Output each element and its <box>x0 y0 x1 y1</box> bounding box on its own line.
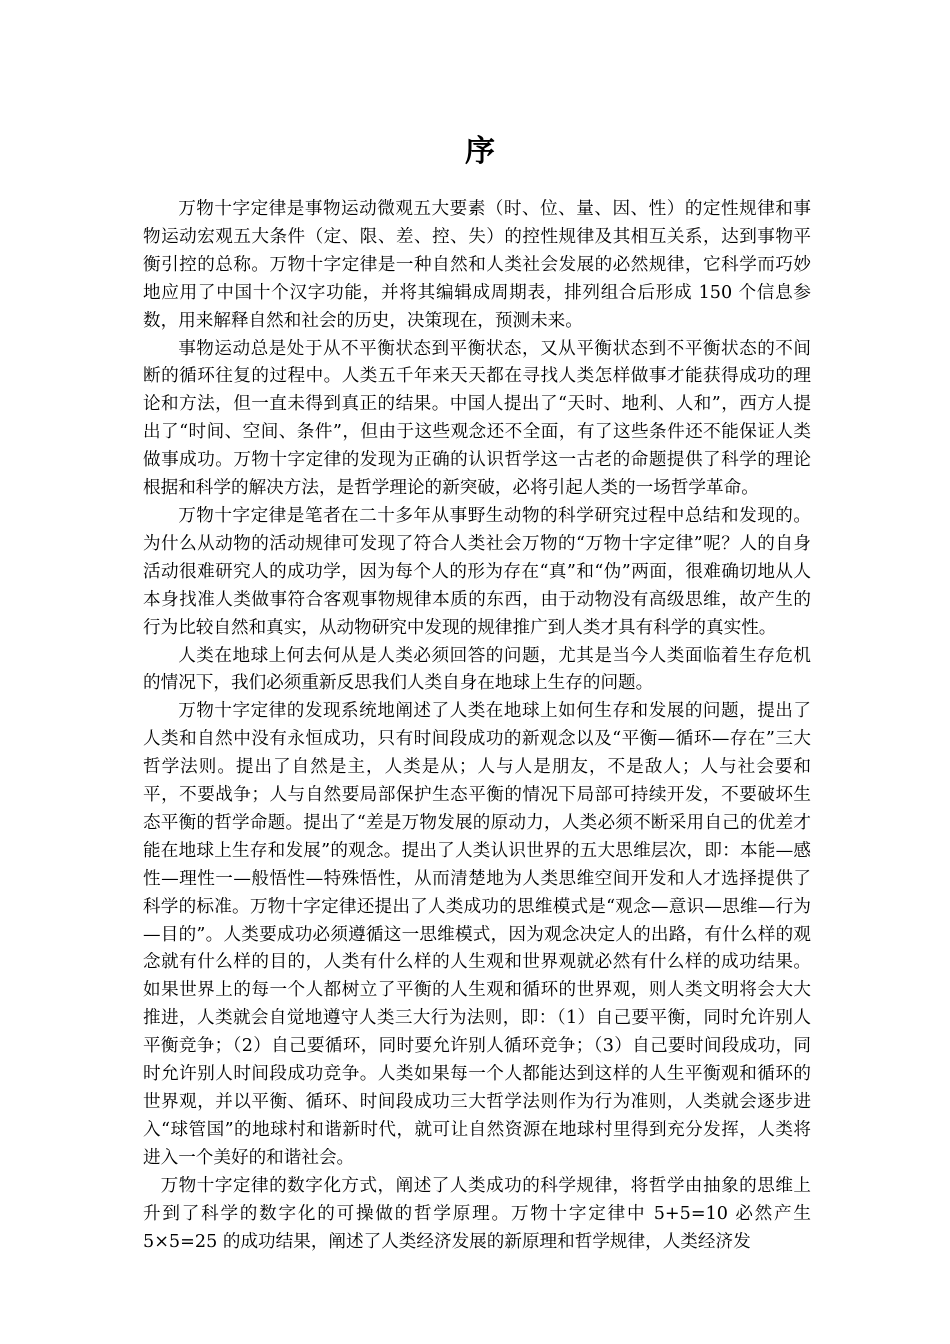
paragraph-1: 万物十字定律是事物运动微观五大要素（时、位、量、因、性）的定性规律和事物运动宏观五大条件（定、限、差、控、失）的控性规律及其相互关系，达到事物平衡引控的总称。万物十字定律是一种自然和人类社会发展的必然规律，它科学而巧妙地应用了中国十个汉字功能，并将其编辑成周期表，排列组合后形成 150 个信息参数，用来解释自然和社会的历史，决策现在，预测未来。 <box>143 199 811 331</box>
paragraph-6: 万物十字定律的数字化方式，阐述了人类成功的科学规律，将哲学由抽象的思维上升到了科学的数字化的可操做的哲学原理。万物十字定律中 5+5=10 必然产生 5×5=25 的成功结果，阐述了人类经济发展的新原理和哲学规律，人类经济发 <box>143 1175 811 1252</box>
page-title: 序 <box>465 134 495 169</box>
paragraph-4: 人类在地球上何去何从是人类必须回答的问题，尤其是当今人类面临着生存危机的情况下，我们必须重新反思我们人类自身在地球上生存的问题。 <box>143 645 811 694</box>
document-body <box>143 196 811 1256</box>
paragraph-2: 事物运动总是处于从不平衡状态到平衡状态，又从平衡状态到不平衡状态的不间断的循环往复的过程中。人类五千年来天天都在寻找人类怎样做事才能获得成功的理论和方法，但一直未得到真正的结果。中国人提出了“天时、地利、人和”，西方人提出了“时间、空间、条件”，但由于这些观念还不全面，有了这些条件还不能保证人类做事成功。万物十字定律的发现为正确的认识哲学这一古老的命题提供了科学的理论根据和科学的解决方法，是哲学理论的新突破，必将引起人类的一场哲学革命。 <box>143 338 811 499</box>
paragraph-3: 万物十字定律是笔者在二十多年从事野生动物的科学研究过程中总结和发现的。为什么从动物的活动规律可发现了符合人类社会万物的“万物十字定律”呢？人的自身活动很难研究人的成功学，因为每个人的形为存在“真”和“伪”两面，很难确切地从人本身找准人类做事符合客观事物规律本质的东西，由于动物没有高级思维，故产生的行为比较自然和真实，从动物研究中发现的规律推广到人类才具有科学的真实性。 <box>143 505 811 638</box>
paragraph-5: 万物十字定律的发现系统地阐述了人类在地球上如何生存和发展的问题，提出了人类和自然中没有永恒成功，只有时间段成功的新观念以及“平衡—循环—存在”三大哲学法则。提出了自然是主，人类是从；人与人是朋友，不是敌人；人与社会要和平，不要战争；人与自然要局部保护生态平衡的情况下局部可持续开发，不要破坏生态平衡的哲学命题。提出了“差是万物发展的原动力，人类必须不断采用自己的优差才能在地球上生存和发展”的观念。提出了人类认识世界的五大思维层次，即：本能—感性—理性一—般悟性—特殊悟性，从而清楚地为人类思维空间开发和人才选择提供了科学的标准。万物十字定律还提出了人类成功的思维模式是“观念—意识—思维—行为—目的”。人类要成功必须遵循这一思维模式，因为观念决定人的出路，有什么样的观念就有什么样的目的，人类有什么样的人生观和世界观就必然有什么样的成功结果。如果世界上的每一个人都树立了平衡的人生观和循环的世界观，则人类文明将会大大推进，人类就会自觉地遵守人类三大行为法则，即：（1）自己要平衡，同时允许别人平衡竞争；（2）自己要循环，同时要允许别人循环竞争；（3）自己要时间段成功，同时允许别人时间段成功竞争。人类如果每一个人都能达到这样的人生平衡观和循环的世界观，并以平衡、循环、时间段成功三大哲学法则作为行为准则，人类就会逐步进入“球管国”的地球村和谐新时代，就可让自然资源在地球村里得到充分发挥，人类将进入一个美好的和谐社会。 <box>143 701 811 1168</box>
